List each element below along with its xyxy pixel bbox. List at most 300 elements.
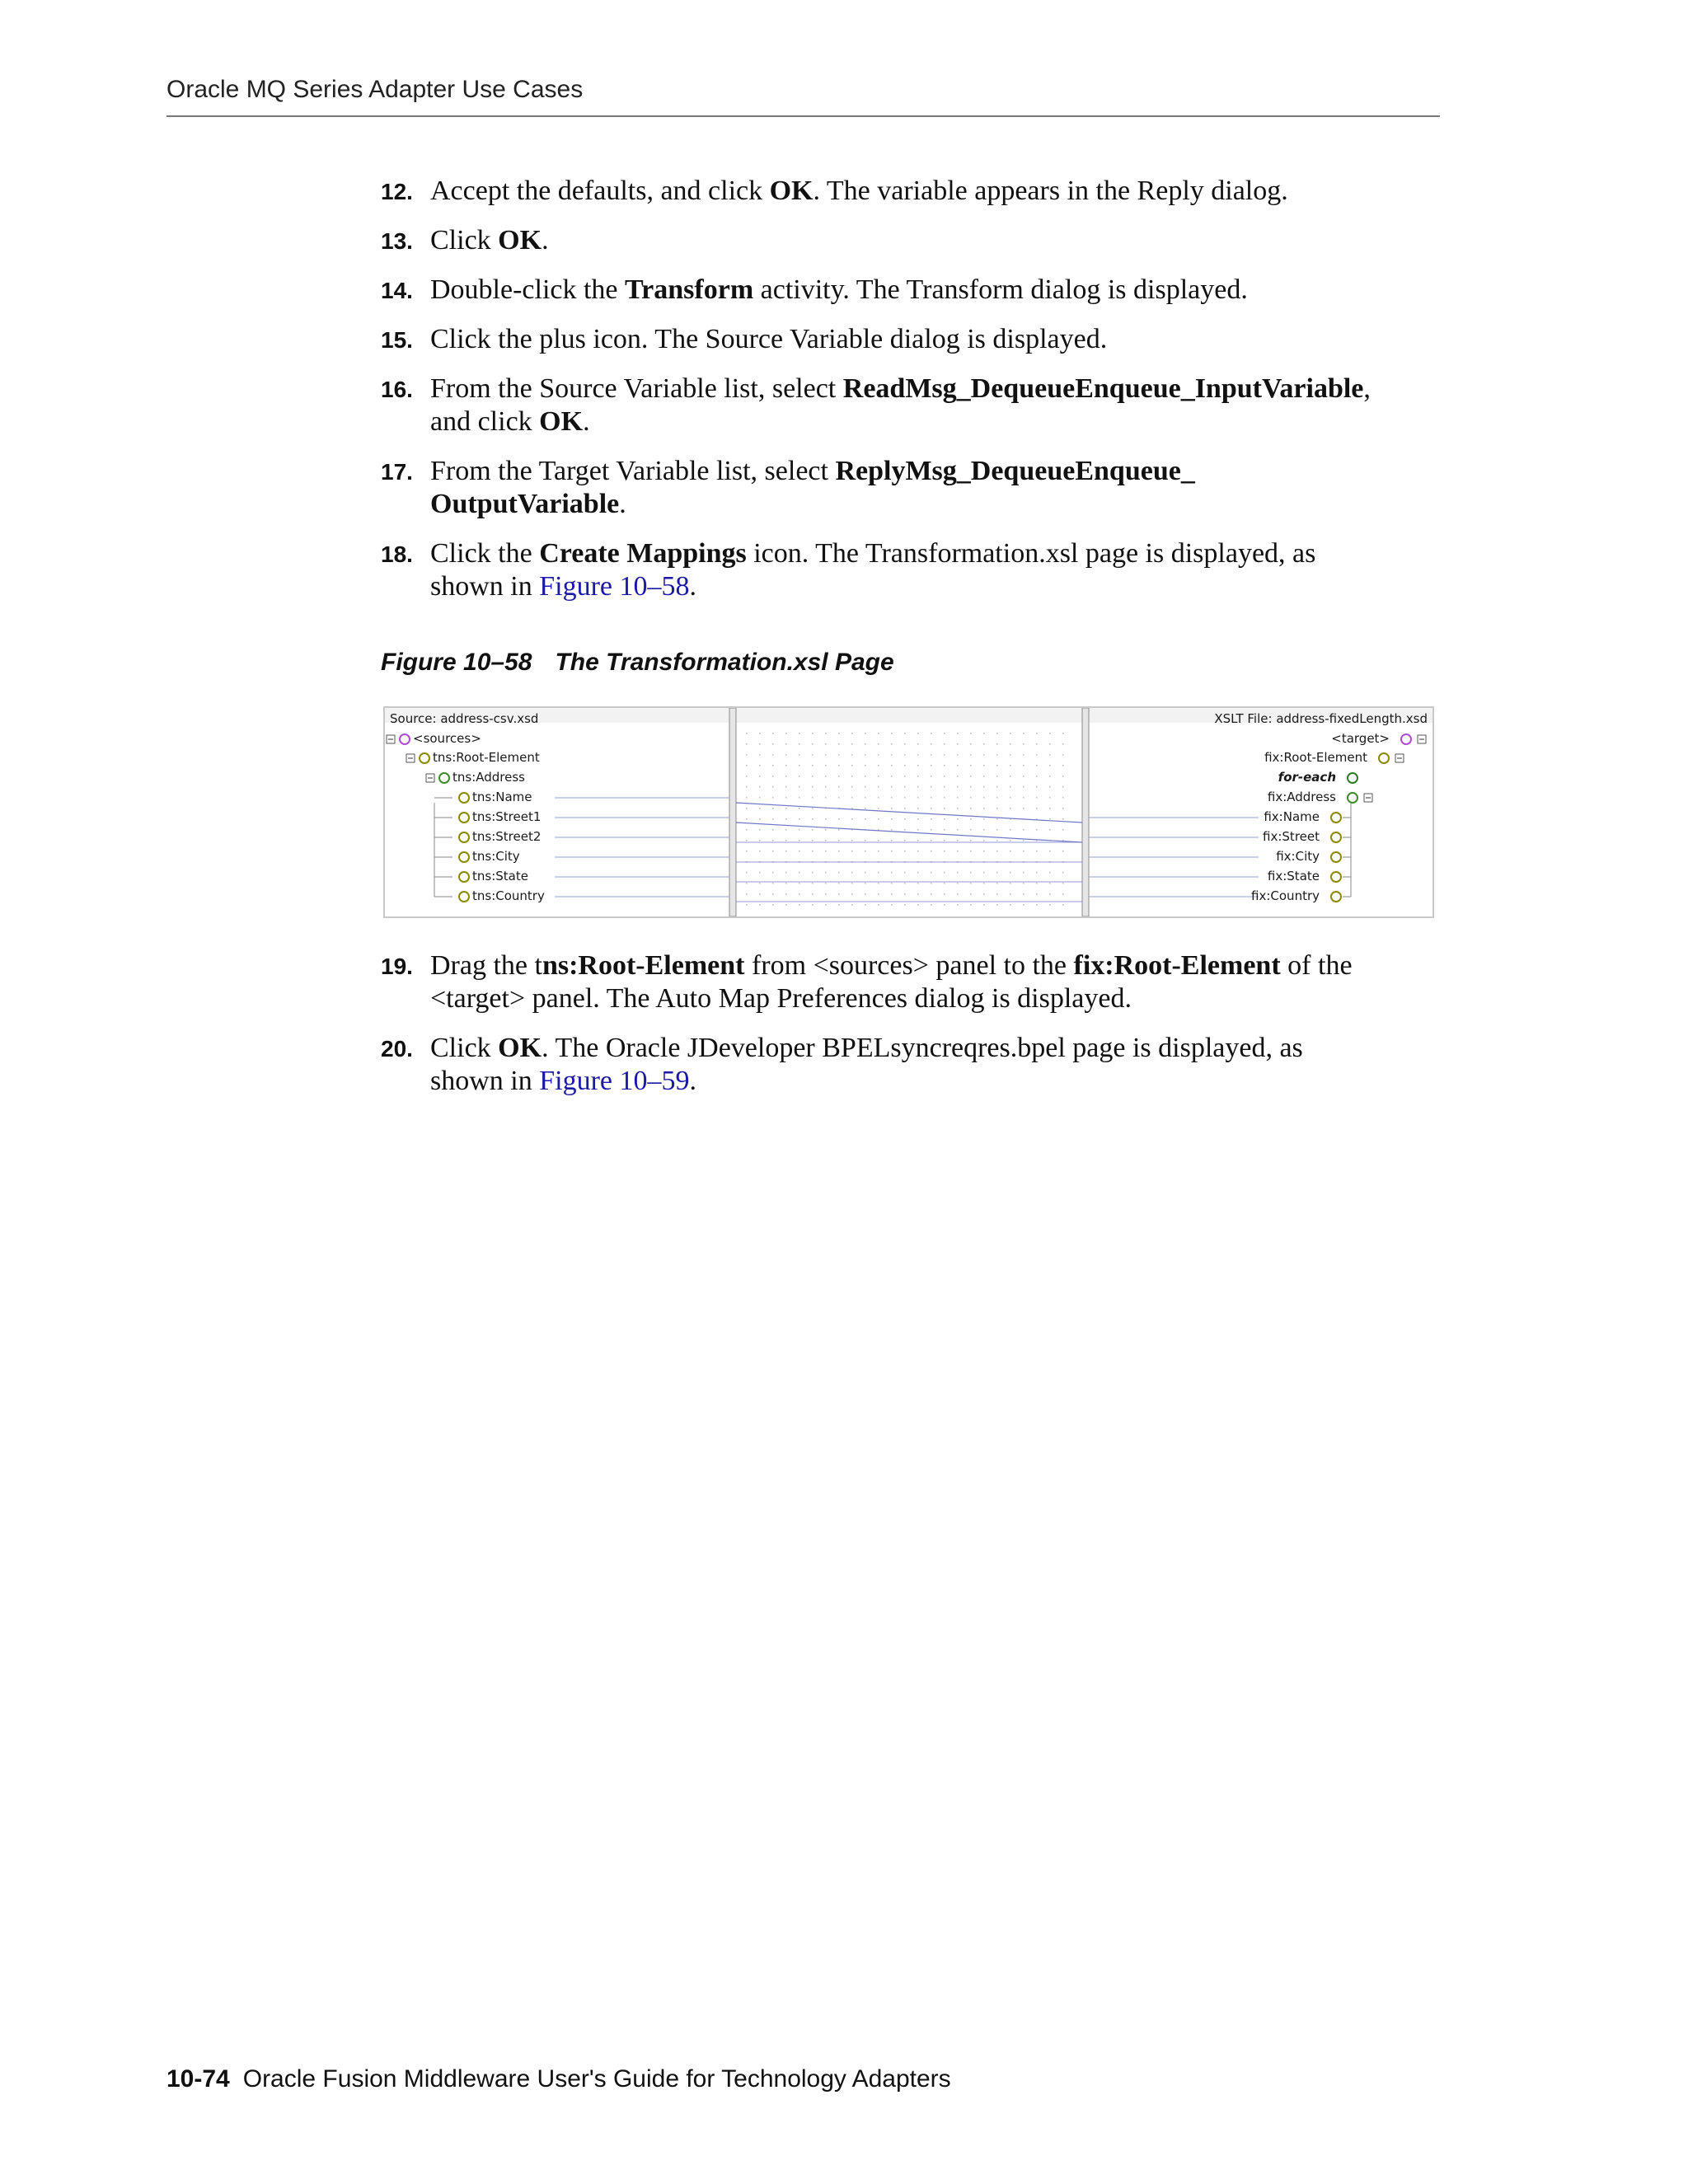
page-footer — [166, 2065, 951, 2093]
grid-dot — [931, 872, 932, 874]
grid-dot — [891, 797, 893, 799]
grid-dot — [759, 797, 761, 799]
text-run: . — [619, 489, 626, 519]
grid-dot — [1010, 904, 1011, 906]
grid-dot — [983, 818, 985, 820]
grid-dot — [944, 904, 945, 906]
grid-dot — [746, 733, 748, 734]
grid-dot — [851, 733, 853, 734]
grid-dot — [957, 851, 959, 852]
grid-dot — [812, 786, 814, 788]
grid-dot — [799, 893, 800, 895]
schema-element-icon — [439, 773, 449, 783]
grid-dot — [838, 776, 840, 777]
grid-dot — [825, 818, 827, 820]
step-number: 15. — [381, 327, 413, 353]
grid-dot — [1049, 818, 1051, 820]
grid-dot — [904, 872, 906, 874]
schema-element-icon — [1348, 773, 1357, 783]
grid-dot — [1036, 829, 1038, 831]
text-run: . The variable appears in the Reply dialog. — [813, 176, 1288, 206]
grid-dot — [851, 776, 853, 777]
grid-dot — [957, 883, 959, 884]
schema-element-icon — [420, 753, 429, 763]
running-header: Oracle MQ Series Adapter Use Cases — [166, 76, 584, 103]
grid-dot — [785, 776, 787, 777]
grid-dot — [957, 829, 959, 831]
grid-dot — [1023, 893, 1025, 895]
grid-dot — [878, 786, 879, 788]
grid-dot — [904, 829, 906, 831]
grid-dot — [838, 733, 840, 734]
grid-dot — [944, 808, 945, 809]
step-item — [381, 274, 1444, 307]
grid-dot — [1023, 776, 1025, 777]
grid-dot — [957, 743, 959, 745]
grid-dot — [1036, 786, 1038, 788]
source-node[interactable]: tns:Street2 — [472, 829, 542, 844]
grid-dot — [931, 851, 932, 852]
step-number: 20. — [381, 1036, 413, 1062]
grid-dot — [957, 754, 959, 756]
grid-dot — [785, 904, 787, 906]
grid-dot — [1010, 765, 1011, 766]
transformation-mapper-figure — [383, 706, 1434, 918]
ui-term: Transform — [625, 274, 754, 305]
grid-dot — [970, 818, 972, 820]
grid-dot — [865, 754, 866, 756]
step-text — [430, 224, 1444, 257]
grid-dot — [891, 872, 893, 874]
grid-dot — [944, 840, 945, 841]
grid-dot — [970, 904, 972, 906]
grid-dot — [996, 851, 998, 852]
step-item — [381, 949, 1444, 1015]
grid-dot — [891, 829, 893, 831]
grid-dot — [785, 797, 787, 799]
grid-dot — [878, 743, 879, 745]
grid-dot — [957, 904, 959, 906]
grid-dot — [917, 883, 919, 884]
grid-dot — [996, 829, 998, 831]
grid-dot — [1062, 754, 1064, 756]
grid-dot — [746, 765, 748, 766]
text-run: Click the plus icon. The Source Variable dialog is displayed. — [430, 324, 1108, 354]
grid-dot — [1010, 733, 1011, 734]
step-text — [430, 1032, 1444, 1098]
grid-dot — [931, 829, 932, 831]
text-run: Click the — [430, 538, 540, 569]
grid-dot — [996, 883, 998, 884]
grid-dot — [996, 733, 998, 734]
grid-dot — [983, 851, 985, 852]
grid-dot — [1049, 776, 1051, 777]
text-run: , — [1363, 373, 1371, 404]
grid-dot — [799, 851, 800, 852]
grid-dot — [825, 765, 827, 766]
text-run: Double-click the — [430, 274, 626, 305]
text-run: From the Source Variable list, select — [430, 373, 843, 404]
grid-dot — [799, 808, 800, 809]
figure-link[interactable]: Figure 10–59 — [539, 1066, 690, 1096]
grid-dot — [891, 786, 893, 788]
grid-dot — [772, 840, 774, 841]
source-node[interactable]: tns:Root-Element — [433, 750, 540, 765]
text-run: and click — [430, 406, 540, 437]
grid-dot — [1036, 851, 1038, 852]
grid-dot — [772, 818, 774, 820]
grid-dot — [891, 840, 893, 841]
step-number: 17. — [381, 459, 413, 485]
source-node[interactable]: <sources> — [413, 731, 481, 746]
grid-dot — [759, 743, 761, 745]
text-run: shown in — [430, 571, 540, 602]
grid-dot — [838, 904, 840, 906]
grid-dot — [983, 765, 985, 766]
grid-dot — [904, 765, 906, 766]
grid-dot — [838, 893, 840, 895]
grid-dot — [917, 829, 919, 831]
grid-dot — [865, 872, 866, 874]
grid-dot — [904, 776, 906, 777]
grid-dot — [1010, 829, 1011, 831]
grid-dot — [759, 776, 761, 777]
grid-dot — [865, 743, 866, 745]
grid-dot — [812, 818, 814, 820]
grid-dot — [904, 893, 906, 895]
grid-dot — [759, 893, 761, 895]
grid-dot — [957, 765, 959, 766]
grid-dot — [970, 733, 972, 734]
grid-dot — [772, 786, 774, 788]
grid-dot — [759, 829, 761, 831]
grid-dot — [1049, 754, 1051, 756]
grid-dot — [1023, 786, 1025, 788]
grid-dot — [851, 765, 853, 766]
grid-dot — [1062, 797, 1064, 799]
step-item — [381, 373, 1444, 438]
grid-dot — [772, 829, 774, 831]
grid-dot — [851, 904, 853, 906]
grid-dot — [759, 872, 761, 874]
grid-dot — [983, 893, 985, 895]
grid-dot — [970, 872, 972, 874]
text-run: From the Target Variable list, select — [430, 456, 836, 486]
grid-dot — [825, 904, 827, 906]
target-node[interactable]: fix:Root-Element — [1264, 750, 1367, 765]
grid-dot — [983, 776, 985, 777]
step-text — [430, 455, 1444, 521]
target-node[interactable]: <target> — [1331, 731, 1390, 746]
grid-dot — [865, 776, 866, 777]
grid-dot — [785, 754, 787, 756]
step-number: 16. — [381, 377, 413, 402]
step-text — [430, 323, 1444, 356]
grid-dot — [838, 818, 840, 820]
grid-dot — [917, 733, 919, 734]
grid-dot — [917, 786, 919, 788]
grid-dot — [746, 808, 748, 809]
grid-dot — [838, 851, 840, 852]
grid-dot — [944, 765, 945, 766]
grid-dot — [785, 883, 787, 884]
grid-dot — [865, 904, 866, 906]
grid-dot — [891, 765, 893, 766]
grid-dot — [917, 743, 919, 745]
grid-dot — [917, 851, 919, 852]
step-item — [381, 455, 1444, 521]
grid-dot — [799, 797, 800, 799]
grid-dot — [983, 829, 985, 831]
grid-dot — [970, 776, 972, 777]
grid-dot — [812, 765, 814, 766]
source-node[interactable]: tns:Address — [452, 770, 525, 785]
grid-dot — [812, 743, 814, 745]
grid-dot — [970, 893, 972, 895]
grid-dot — [1062, 904, 1064, 906]
grid-dot — [851, 883, 853, 884]
target-node[interactable]: fix:Country — [1251, 888, 1320, 903]
ui-term: ns:Root-Element — [542, 950, 745, 981]
grid-dot — [785, 829, 787, 831]
grid-dot — [931, 797, 932, 799]
source-node[interactable]: tns:Country — [472, 888, 545, 903]
grid-dot — [891, 808, 893, 809]
grid-dot — [772, 883, 774, 884]
source-panel-title: Source: address-csv.xsd — [390, 711, 539, 726]
grid-dot — [1023, 743, 1025, 745]
grid-dot — [799, 818, 800, 820]
step-number: 18. — [381, 541, 413, 567]
grid-dot — [865, 733, 866, 734]
grid-dot — [785, 743, 787, 745]
grid-dot — [838, 797, 840, 799]
grid-dot — [931, 808, 932, 809]
grid-dot — [904, 733, 906, 734]
source-node[interactable]: tns:City — [472, 849, 520, 864]
schema-element-icon — [459, 813, 469, 823]
grid-dot — [851, 754, 853, 756]
panel-splitter — [1082, 708, 1089, 916]
grid-dot — [746, 743, 748, 745]
grid-dot — [851, 743, 853, 745]
grid-dot — [1049, 904, 1051, 906]
grid-dot — [825, 840, 827, 841]
grid-dot — [891, 851, 893, 852]
source-node[interactable]: tns:State — [472, 869, 528, 883]
grid-dot — [799, 733, 800, 734]
grid-dot — [931, 754, 932, 756]
grid-dot — [1049, 883, 1051, 884]
source-node[interactable]: tns:Name — [472, 790, 532, 804]
grid-dot — [838, 829, 840, 831]
grid-dot — [1049, 797, 1051, 799]
text-run: shown in — [430, 1066, 540, 1096]
step-number: 19. — [381, 954, 413, 979]
schema-element-icon — [1401, 734, 1411, 744]
text-run: Accept the defaults, and click — [430, 176, 770, 206]
grid-dot — [825, 851, 827, 852]
step-text — [430, 373, 1444, 438]
grid-dot — [957, 733, 959, 734]
ui-term: OutputVariable — [430, 489, 620, 519]
grid-dot — [983, 883, 985, 884]
grid-dot — [904, 904, 906, 906]
grid-dot — [1036, 904, 1038, 906]
grid-dot — [1062, 733, 1064, 734]
grid-dot — [746, 797, 748, 799]
grid-dot — [1010, 808, 1011, 809]
grid-dot — [785, 733, 787, 734]
target-node[interactable]: fix:Address — [1267, 790, 1336, 804]
grid-dot — [878, 872, 879, 874]
grid-dot — [799, 829, 800, 831]
grid-dot — [785, 872, 787, 874]
grid-dot — [772, 754, 774, 756]
source-node[interactable]: tns:Street1 — [472, 809, 542, 824]
grid-dot — [799, 776, 800, 777]
grid-dot — [970, 829, 972, 831]
grid-dot — [931, 776, 932, 777]
grid-dot — [1010, 840, 1011, 841]
grid-dot — [1049, 765, 1051, 766]
grid-dot — [1036, 893, 1038, 895]
step-text — [430, 274, 1444, 307]
grid-dot — [746, 872, 748, 874]
grid-dot — [772, 851, 774, 852]
schema-element-icon — [1331, 852, 1341, 862]
text-run: . — [689, 1066, 697, 1096]
grid-dot — [1023, 872, 1025, 874]
ui-term: OK — [769, 176, 814, 206]
grid-dot — [746, 893, 748, 895]
grid-dot — [759, 840, 761, 841]
grid-dot — [746, 851, 748, 852]
grid-dot — [799, 883, 800, 884]
grid-dot — [746, 883, 748, 884]
grid-dot — [759, 786, 761, 788]
grid-dot — [904, 808, 906, 809]
grid-dot — [891, 893, 893, 895]
grid-dot — [851, 893, 853, 895]
grid-dot — [1062, 893, 1064, 895]
text-run: . The Oracle JDeveloper BPELsyncreqres.bpel page is displayed, as — [542, 1033, 1303, 1063]
grid-dot — [983, 733, 985, 734]
grid-dot — [851, 786, 853, 788]
grid-dot — [772, 872, 774, 874]
figure-link[interactable]: Figure 10–58 — [539, 571, 690, 602]
grid-dot — [772, 743, 774, 745]
grid-dot — [878, 808, 879, 809]
header-rule — [166, 115, 1440, 117]
grid-dot — [746, 818, 748, 820]
grid-dot — [944, 851, 945, 852]
grid-dot — [891, 776, 893, 777]
step-item — [381, 537, 1444, 603]
grid-dot — [1049, 808, 1051, 809]
figure-caption-title: The Transformation.xsl Page — [555, 649, 894, 676]
grid-dot — [759, 808, 761, 809]
grid-dot — [812, 797, 814, 799]
grid-dot — [1049, 786, 1051, 788]
grid-dot — [904, 797, 906, 799]
schema-element-icon — [1348, 793, 1357, 803]
grid-dot — [838, 872, 840, 874]
grid-dot — [957, 818, 959, 820]
grid-dot — [799, 840, 800, 841]
grid-dot — [970, 786, 972, 788]
grid-dot — [1062, 872, 1064, 874]
grid-dot — [931, 893, 932, 895]
grid-dot — [1036, 743, 1038, 745]
ui-term: OK — [539, 406, 584, 437]
grid-dot — [1062, 851, 1064, 852]
grid-dot — [812, 733, 814, 734]
grid-dot — [825, 872, 827, 874]
target-node[interactable]: fix:City — [1276, 849, 1320, 864]
grid-dot — [996, 808, 998, 809]
target-node[interactable]: fix:Name — [1264, 809, 1320, 824]
grid-dot — [838, 883, 840, 884]
target-panel-title: XSLT File: address-fixedLength.xsd — [1214, 711, 1428, 726]
grid-dot — [812, 808, 814, 809]
grid-dot — [970, 883, 972, 884]
grid-dot — [1010, 776, 1011, 777]
grid-dot — [812, 776, 814, 777]
grid-dot — [759, 904, 761, 906]
grid-dot — [917, 893, 919, 895]
target-node[interactable]: fix:State — [1267, 869, 1320, 883]
grid-dot — [1036, 733, 1038, 734]
grid-dot — [904, 786, 906, 788]
grid-dot — [746, 829, 748, 831]
step-number: 14. — [381, 278, 413, 303]
grid-dot — [759, 733, 761, 734]
grid-dot — [865, 797, 866, 799]
grid-dot — [1049, 851, 1051, 852]
grid-dot — [865, 883, 866, 884]
step-item — [381, 224, 1444, 257]
grid-dot — [772, 904, 774, 906]
target-node[interactable]: fix:Street — [1263, 829, 1320, 844]
ui-term: OK — [498, 225, 542, 255]
grid-dot — [812, 840, 814, 841]
step-number: 12. — [381, 179, 413, 204]
grid-dot — [1010, 851, 1011, 852]
grid-dot — [983, 872, 985, 874]
grid-dot — [931, 733, 932, 734]
grid-dot — [1036, 872, 1038, 874]
grid-dot — [904, 754, 906, 756]
grid-dot — [825, 743, 827, 745]
grid-dot — [759, 818, 761, 820]
step-item — [381, 175, 1444, 208]
grid-dot — [944, 883, 945, 884]
grid-dot — [746, 840, 748, 841]
grid-dot — [851, 840, 853, 841]
grid-dot — [825, 893, 827, 895]
grid-dot — [983, 840, 985, 841]
step-item — [381, 1032, 1444, 1098]
grid-dot — [931, 883, 932, 884]
grid-dot — [825, 797, 827, 799]
target-node[interactable]: for-each — [1278, 770, 1336, 785]
grid-dot — [1049, 893, 1051, 895]
grid-dot — [1062, 743, 1064, 745]
grid-dot — [851, 872, 853, 874]
grid-dot — [996, 776, 998, 777]
text-run: of the — [1280, 950, 1353, 981]
